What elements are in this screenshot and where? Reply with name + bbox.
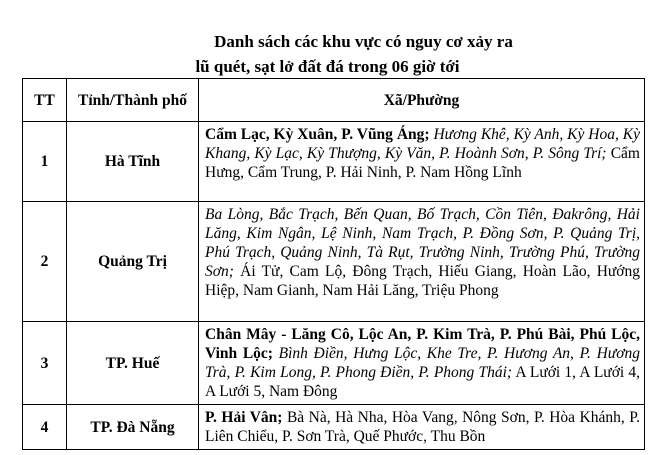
table-row [23, 322, 645, 405]
ward-list-high-risk: Hương Khê, Kỳ Anh, Kỳ Hoa, Kỳ Khang, Kỳ Lạc, Kỳ Thượng, Kỳ Văn, P. Hoành Sơn, P. Sông Trí; [205, 126, 640, 162]
row-number: 1 [23, 122, 67, 202]
ward-list-risk: Bà Nà, Hà Nha, Hòa Vang, Nông Sơn, P. Hòa Khánh, P. Liên Chiểu, P. Sơn Trà, Quế Phước, Thu Bồn [205, 409, 640, 445]
document-title-line-2: lũ quét, sạt lở đất đá trong 06 giờ tới [195, 57, 460, 76]
ward-list-very-high-risk: P. Hải Vân; [205, 409, 283, 426]
ward-list [199, 202, 645, 322]
ward-list [199, 322, 645, 405]
ward-list-risk: Ái Tử, Cam Lộ, Đông Trạch, Hiếu Giang, Hoàn Lão, Hướng Hiệp, Nam Gianh, Nam Hải Lăng, Triệu Phong [205, 263, 640, 299]
province-name: Hà Tĩnh [67, 122, 199, 202]
header-tt: TT [23, 79, 67, 122]
row-number: 3 [23, 322, 67, 405]
ward-list-high-risk: Ba Lòng, Bắc Trạch, Bến Quan, Bố Trạch, Cồn Tiên, Đakrông, Hải Lăng, Kim Ngân, Lệ Ninh, Nam Trạch, P. Đồng Sơn, P. Quảng Trị, Phú Trạch, Quảng Ninh, Tà Rụt, Trường Ninh, Trường Phú, Trường Sơn; [205, 206, 640, 280]
header-wards: Xã/Phường [199, 79, 645, 122]
row-number: 2 [23, 202, 67, 322]
province-name: TP. Huế [67, 322, 199, 405]
table-row [23, 405, 645, 450]
header-province: Tỉnh/Thành phố [67, 79, 199, 122]
ward-list-high-risk: Bình Điền, Hưng Lộc, Khe Tre, P. Hương An, P. Hương Trà, P. Kim Long, P. Phong Điền, P. Phong Thái; [205, 345, 640, 381]
ward-list-risk: Cẩm Hưng, Cẩm Trung, P. Hải Ninh, P. Nam Hồng Lĩnh [205, 145, 640, 181]
province-name: Quảng Trị [67, 202, 199, 322]
ward-list [199, 405, 645, 450]
row-number: 4 [23, 405, 67, 450]
table-row [23, 122, 645, 202]
ward-list-very-high-risk: Cẩm Lạc, Kỳ Xuân, P. Vũng Áng; [205, 126, 430, 143]
ward-list [199, 122, 645, 202]
ward-list-risk: A Lưới 1, A Lưới 4, A Lưới 5, Nam Đông [205, 364, 640, 400]
table-row [23, 202, 645, 322]
ward-list-very-high-risk: Chân Mây - Lăng Cô, Lộc An, P. Kim Trà, P. Phú Bài, Phú Lộc, Vinh Lộc; [205, 326, 640, 362]
document-title-line-1: Danh sách các khu vực có nguy cơ xảy ra [214, 32, 513, 51]
province-name: TP. Đà Nẵng [67, 405, 199, 450]
risk-area-table [22, 78, 645, 450]
table-header-row [23, 79, 645, 122]
